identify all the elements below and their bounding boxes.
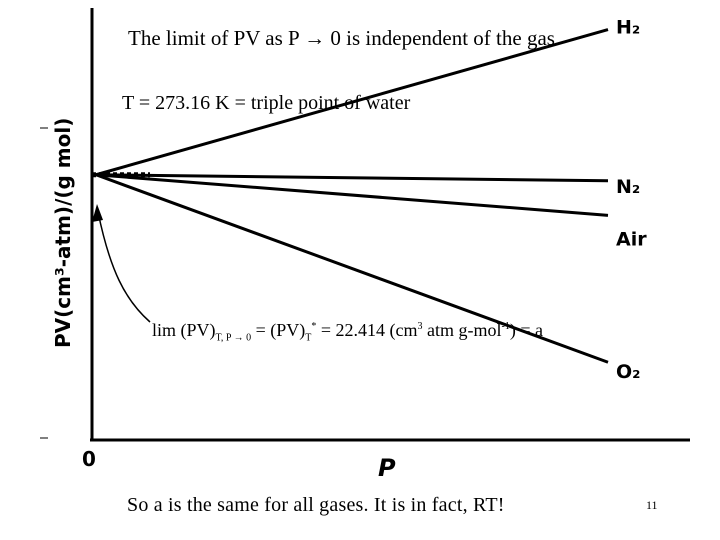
series-label-h: H₂ — [616, 16, 641, 39]
y-axis-label: PV(cm³-atm)/(g mol) — [51, 117, 75, 348]
page-number: 11 — [646, 498, 658, 512]
limit-arrow — [98, 212, 150, 322]
series-line-h — [96, 30, 608, 175]
series-label-o: O₂ — [616, 361, 641, 384]
x-tick-label-0: 0 — [82, 447, 96, 471]
limit-equation: $\lim (PV)_{T, P \to 0} = (PV)_T^* = 22.414$ ($cm^3$ atm g-mol$^{-1}$) = a — [152, 320, 543, 344]
footer-note: So a is the same for all gases. It is in fact, RT! — [127, 494, 505, 516]
series-lines — [92, 30, 608, 363]
slide-title: The limit of PV as P → 0 is independent of the gas. — [128, 26, 561, 50]
series-label-n: N₂ — [616, 175, 641, 198]
series-label-air: Air — [616, 228, 647, 251]
axes — [40, 8, 690, 440]
limit-arrowhead — [92, 204, 103, 222]
x-axis-label: P — [378, 454, 396, 482]
series-labels — [616, 17, 647, 384]
temperature-condition: T = 273.16 K = triple point of water — [122, 92, 411, 114]
